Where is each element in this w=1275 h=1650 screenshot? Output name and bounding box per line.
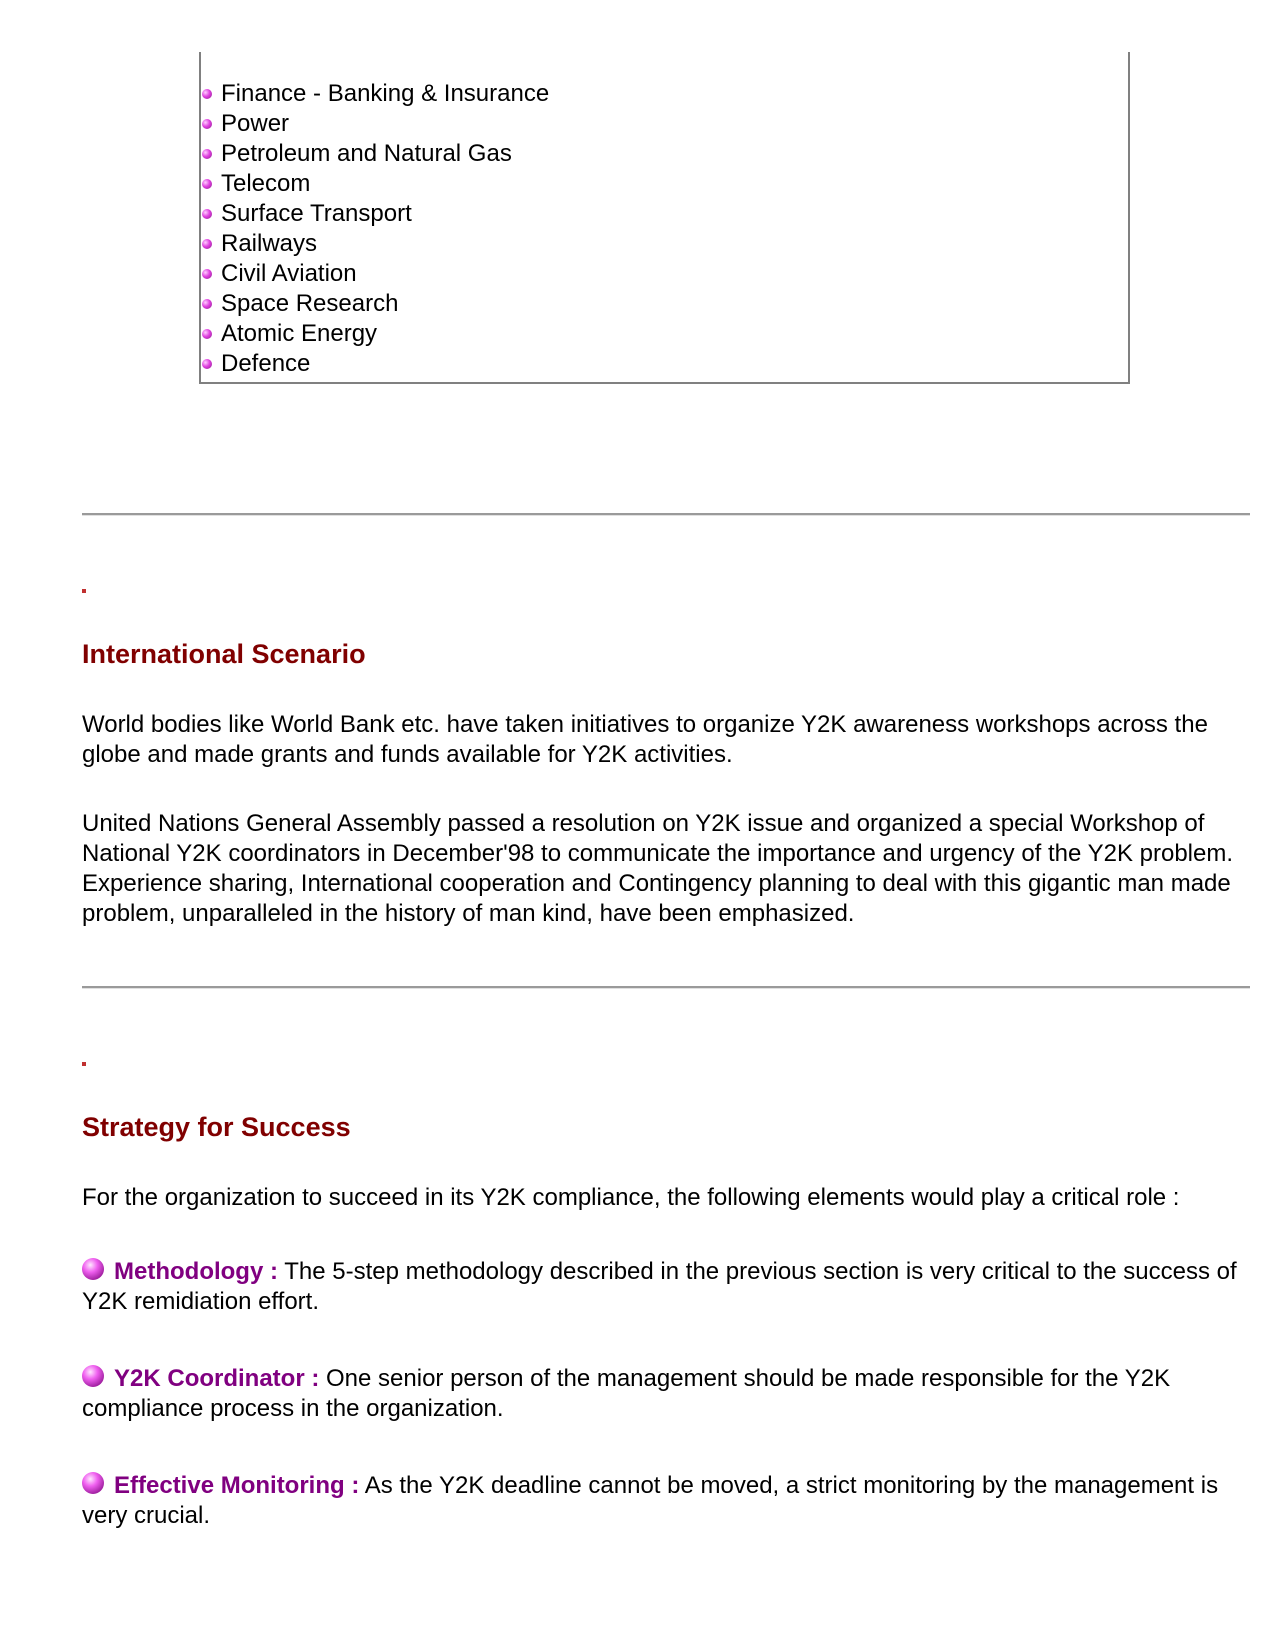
purple-ball-bullet-icon [202,359,212,369]
sector-label: Defence [221,350,311,377]
sector-label: Power [221,110,290,137]
horizontal-divider [82,513,1250,516]
sector-label: Railways [221,230,318,257]
purple-ball-bullet-icon [82,1258,104,1280]
element-label: Y2K Coordinator : [114,1365,320,1392]
sector-item-power [202,109,549,139]
international-paragraph: World bodies like World Bank etc. have taken initiatives to organize Y2K awareness workshops across the globe and made grants and funds available for Y2K activities. [82,711,1208,768]
sector-label: Civil Aviation [221,260,357,287]
section-anchor-marker [82,589,86,593]
sector-item-finance [202,79,549,109]
purple-ball-bullet-icon [202,209,212,219]
element-text: As the Y2K deadline cannot be moved, a strict monitoring by the management is very crucial. [82,1472,1219,1529]
purple-ball-bullet-icon [202,119,212,129]
strategy-element-coordinator [82,1364,1252,1424]
sector-item-petroleum [202,139,549,169]
sector-label: Space Research [221,290,399,317]
purple-ball-bullet-icon [202,179,212,189]
strategy-intro: For the organization to succeed in its Y2K compliance, the following elements would play a critical role : [82,1184,1180,1211]
sector-item-civil-aviation [202,259,549,289]
sector-label: Atomic Energy [221,320,378,347]
element-text: One senior person of the management should be made responsible for the Y2K compliance process in the organization. [82,1365,1171,1422]
purple-ball-bullet-icon [202,149,212,159]
international-scenario-heading: International Scenario [82,639,366,669]
sector-item-railways [202,229,549,259]
sector-item-surface-transport [202,199,549,229]
purple-ball-bullet-icon [202,239,212,249]
strategy-element-methodology [82,1257,1252,1317]
international-paragraph: United Nations General Assembly passed a resolution on Y2K issue and organized a special Workshop of National Y2K coordinators in December'98 to communicate the importance and urgency of the Y2K problem. Experience sharing, International cooperation and Contingency planning to deal with this gigantic man made problem, unparalleled in the history of man kind, have been emphasized. [82,810,1234,927]
element-label: Effective Monitoring : [114,1472,360,1499]
section-anchor-marker [82,1062,86,1066]
purple-ball-bullet-icon [82,1472,104,1494]
purple-ball-bullet-icon [202,329,212,339]
sector-item-atomic-energy [202,319,549,349]
sector-item-space-research [202,289,549,319]
sector-label: Surface Transport [221,200,412,227]
sector-item-defence [202,349,549,379]
purple-ball-bullet-icon [202,89,212,99]
sector-item-telecom [202,169,549,199]
purple-ball-bullet-icon [202,269,212,279]
element-text: The 5-step methodology described in the previous section is very critical to the success of Y2K remidiation effort. [82,1258,1237,1315]
purple-ball-bullet-icon [82,1365,104,1387]
purple-ball-bullet-icon [202,299,212,309]
sector-label: Petroleum and Natural Gas [221,140,512,167]
sector-label: Telecom [221,170,311,197]
sector-list [202,79,549,379]
strategy-element-monitoring [82,1471,1252,1531]
horizontal-divider [82,986,1250,989]
sector-label: Finance - Banking & Insurance [221,80,550,107]
strategy-heading: Strategy for Success [82,1112,351,1142]
element-label: Methodology : [114,1258,278,1285]
